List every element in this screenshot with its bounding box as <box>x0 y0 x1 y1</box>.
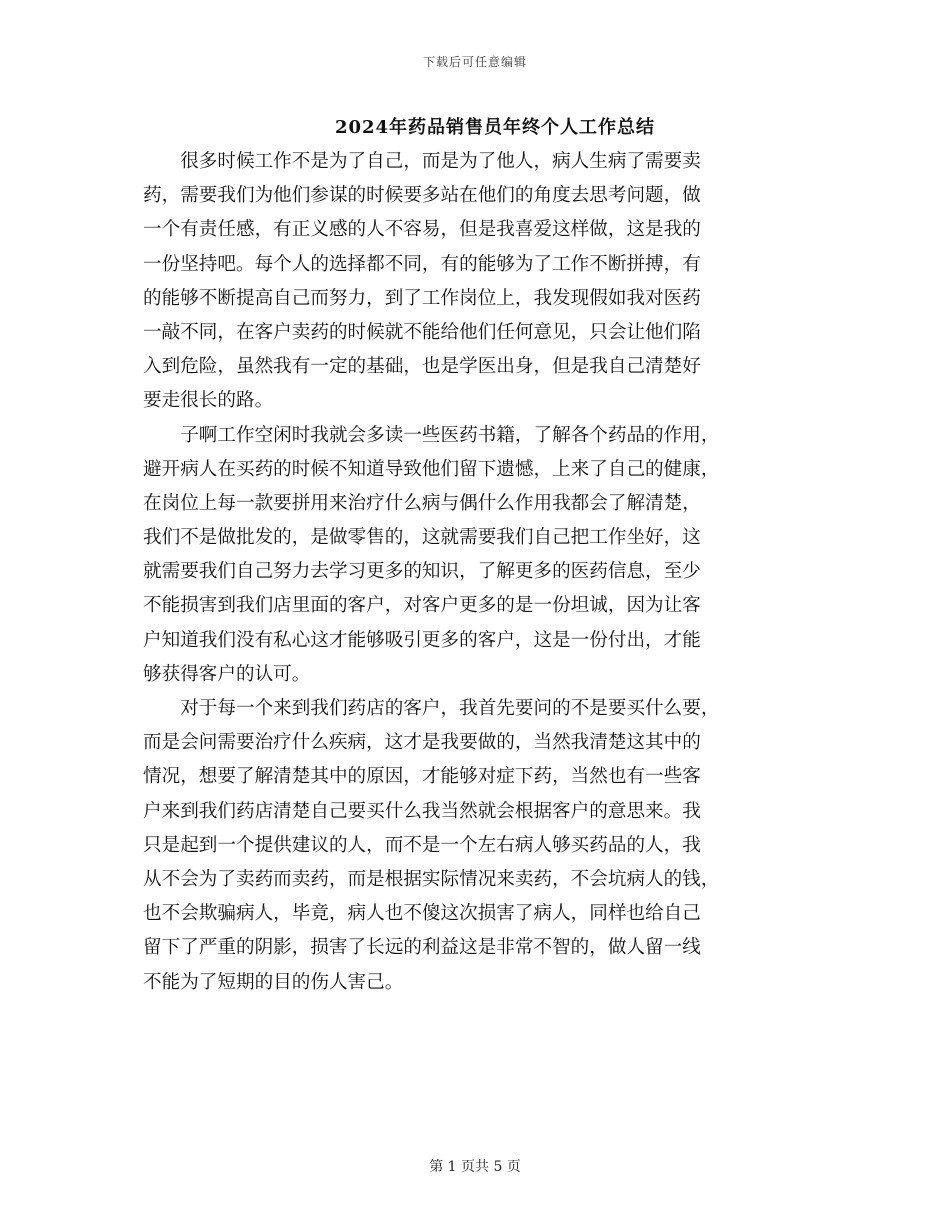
paragraph <box>143 419 803 693</box>
text-line: 户来到我们药店清楚自己要买什么我当然就会根据客户的意思来。我 <box>143 800 701 822</box>
text-line: 从不会为了卖药而卖药，而是根据实际情况来卖药，不会坑病人的钱， <box>143 868 720 890</box>
document-title: 2024年药品销售员年终个人工作总结 <box>334 117 656 138</box>
text-line: 在岗位上每一款要拼用来治疗什么病与偶什么作用我都会了解清楚， <box>143 492 701 514</box>
text-line: 的能够不断提高自己而努力，到了工作岗位上，我发现假如我对医药 <box>143 287 701 309</box>
text-line: 要走很长的路。 <box>143 390 274 412</box>
paragraph <box>143 145 803 419</box>
text-line: 入到危险，虽然我有一定的基础，也是学医出身，但是我自己清楚好 <box>143 356 701 378</box>
text-line: 我们不是做批发的，是做零售的，这就需要我们自己把工作坐好，这 <box>143 527 701 549</box>
page-number: 第 1 页共 5 页 <box>429 1159 521 1175</box>
text-line: 也不会欺骗病人，毕竟，病人也不傻这次损害了病人，同样也给自己 <box>143 903 701 925</box>
text-line: 而是会问需要治疗什么疾病，这才是我要做的，当然我清楚这其中的 <box>143 732 701 754</box>
text-line: 对于每一个来到我们药店的客户，我首先要问的不是要买什么要， <box>143 698 720 719</box>
text-line: 情况，想要了解清楚其中的原因，才能够对症下药，当然也有一些客 <box>143 766 701 788</box>
text-line: 一个有责任感，有正义感的人不容易，但是我喜爱这样做，这是我的 <box>143 219 701 241</box>
text-line: 只是起到一个提供建议的人，而不是一个左右病人够买药品的人，我 <box>143 834 701 856</box>
paragraph <box>143 692 803 1000</box>
text-line: 子啊工作空闲时我就会多读一些医药书籍，了解各个药品的作用， <box>143 424 720 446</box>
text-line: 户知道我们没有私心这才能够吸引更多的客户，这是一份付出，才能 <box>143 629 701 651</box>
text-line: 不能为了短期的目的伤人害己。 <box>143 971 404 993</box>
text-line: 避开病人在买药的时候不知道导致他们留下遗憾，上来了自己的健康， <box>143 458 720 480</box>
text-line: 一份坚持吧。每个人的选择都不同，有的能够为了工作不断拼搏，有 <box>143 253 701 275</box>
text-line: 一敲不同，在客户卖药的时候就不能给他们任何意见，只会让他们陷 <box>143 321 701 343</box>
page-header-note: 下载后可任意编辑 <box>422 55 527 69</box>
text-line: 留下了严重的阴影，损害了长远的利益这是非常不智的，做人留一线 <box>143 937 701 959</box>
text-line: 药，需要我们为他们参谋的时候要多站在他们的角度去思考问题，做 <box>143 185 701 207</box>
text-line: 就需要我们自己努力去学习更多的知识，了解更多的医药信息，至少 <box>143 561 701 583</box>
text-line: 够获得客户的认可。 <box>143 663 311 685</box>
text-line: 很多时候工作不是为了自己，而是为了他人，病人生病了需要卖 <box>143 151 701 172</box>
document-body <box>143 145 803 1000</box>
text-line: 不能损害到我们店里面的客户，对客户更多的是一份坦诚，因为让客 <box>143 595 701 617</box>
